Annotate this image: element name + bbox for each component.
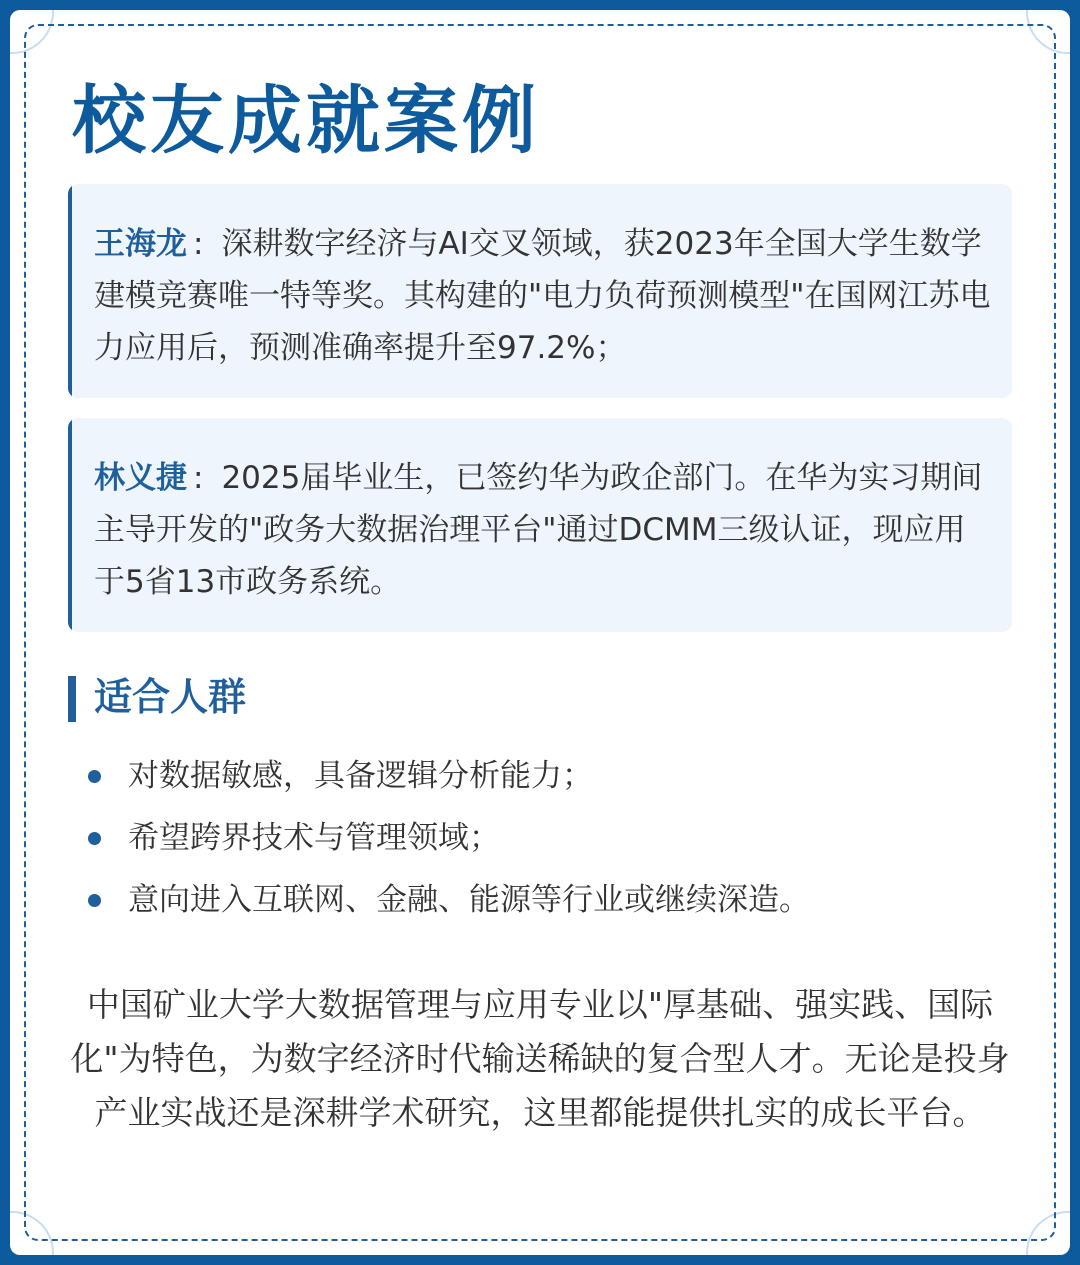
alumni-case-card (68, 418, 1012, 632)
poster-frame (10, 10, 1070, 1255)
case-description: 深耕数字经济与AI交叉领域，获2023年全国大学生数学建模竞赛唯一特等奖。其构建的"电力负荷预测模型"在国网江苏电力应用后，预测准确率提升至97.2%； (94, 226, 991, 366)
list-item-text: 意向进入互联网、金融、能源等行业或继续深造。 (128, 882, 810, 918)
alumni-name: 林义捷 (94, 460, 187, 496)
closing-paragraph: 中国矿业大学大数据管理与应用专业以"厚基础、强实践、国际化"为特色，为数字经济时代输送稀缺的复合型人才。无论是投身产业实战还是深耕学术研究，这里都能提供扎实的成长平台。 (70, 985, 1010, 1132)
list-item-text: 对数据敏感，具备逻辑分析能力； (128, 758, 593, 794)
bullet-dot-icon (88, 832, 101, 845)
case-text-block (94, 452, 994, 608)
list-item (88, 812, 988, 874)
list-item (88, 750, 988, 812)
section-marker (68, 676, 76, 722)
list-item-text: 希望跨界技术与管理领域； (128, 820, 500, 856)
colon-separator: : (193, 460, 204, 496)
colon-separator: : (193, 226, 204, 262)
bullet-dot-icon (88, 894, 101, 907)
page-title: 校友成就案例 (72, 78, 540, 164)
section-title: 适合人群 (94, 675, 247, 719)
bullet-dot-icon (88, 770, 101, 783)
case-description: 2025届毕业生，已签约华为政企部门。在华为实习期间主导开发的"政务大数据治理平台"通过DCMM三级认证，现应用于5省13市政务系统。 (94, 460, 983, 600)
alumni-case-card (68, 184, 1012, 398)
list-item (88, 874, 988, 936)
alumni-name: 王海龙 (94, 226, 187, 262)
case-text-block (94, 218, 994, 374)
audience-list (88, 750, 988, 936)
